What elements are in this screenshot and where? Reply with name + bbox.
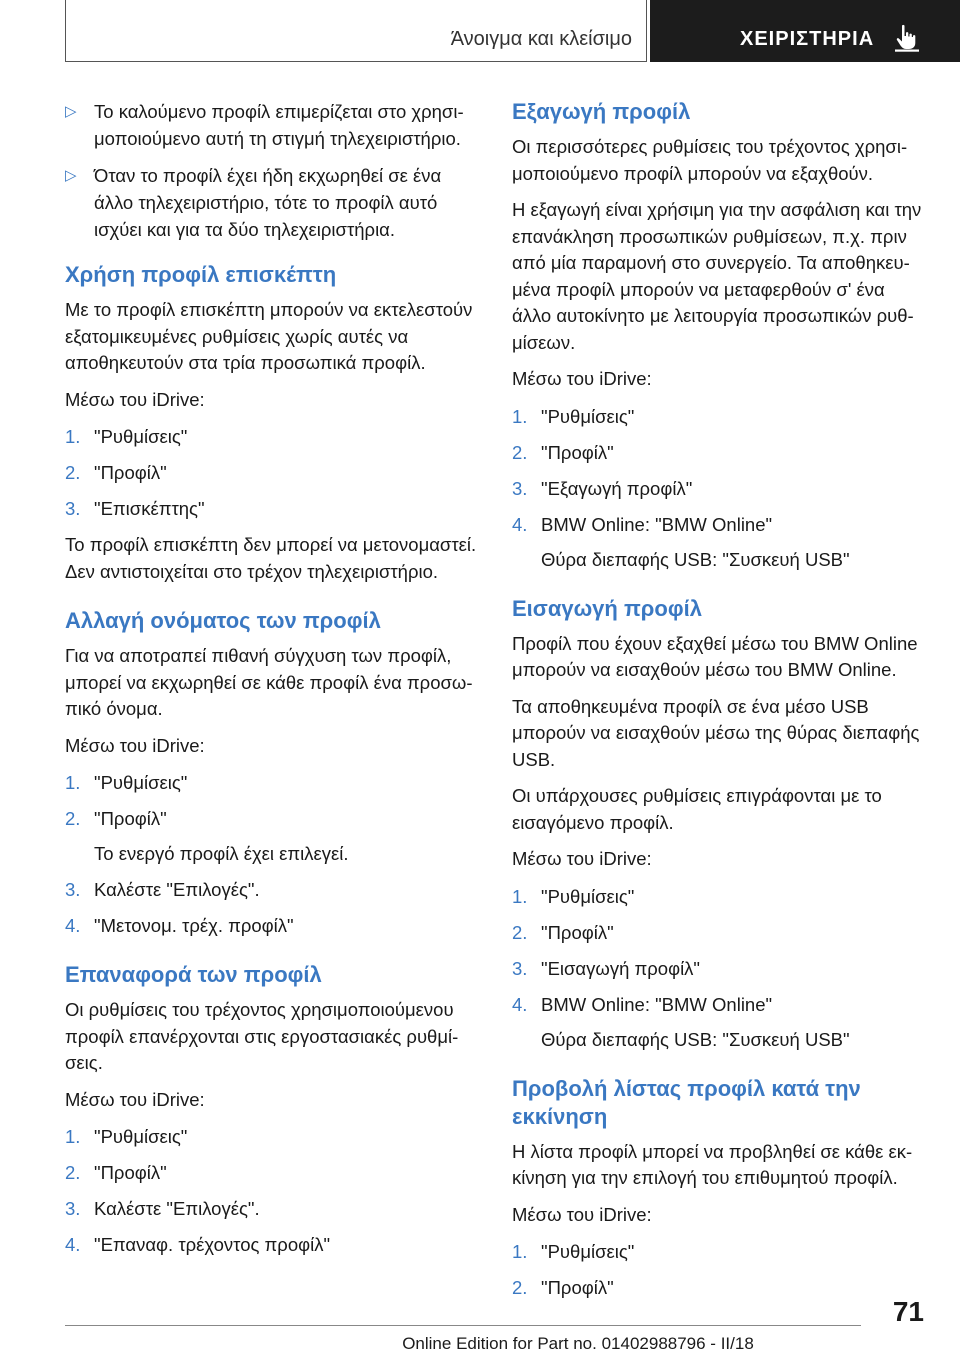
via-idrive-label: Μέσω του iDrive: [65, 388, 205, 410]
edition-text: Online Edition for Part no. 01402988796 - II/18 [402, 1334, 754, 1353]
step-number: 3. [65, 1198, 81, 1219]
steps-list [65, 423, 477, 522]
step-text: Καλέστε "Επιλογές". [94, 879, 260, 900]
step-text: "Επαναφ. τρέχοντος προφίλ" [94, 1234, 331, 1255]
right-column [512, 98, 924, 1323]
step-number: 2. [65, 1162, 81, 1183]
rename-profile-section [65, 607, 477, 939]
step-number: 1. [512, 1241, 528, 1262]
step-text: "Προφίλ" [94, 1162, 167, 1183]
list-item [65, 162, 477, 243]
step-note: Θύρα διεπαφής USB: "Συσκευή USB" [541, 1028, 850, 1050]
step-number: 1. [65, 772, 81, 793]
section-heading: Εισαγωγή προφίλ [512, 595, 702, 621]
step-item [512, 919, 924, 946]
section-heading: Εξαγωγή προφίλ [512, 99, 691, 124]
via-idrive-label: Μέσω του iDrive: [65, 1088, 205, 1110]
step-text: "Ρυθμίσεις" [541, 405, 635, 427]
list-item [65, 98, 477, 152]
reset-profile-section [65, 961, 477, 1258]
paragraph: Προφίλ που έχουν εξαχθεί μέσω του BMW Online μπορούν να εισαχθούν μέσω του BMW Online. [512, 632, 918, 680]
step-item [65, 495, 477, 522]
via-idrive-label: Μέσω του iDrive: [512, 368, 652, 389]
intro-bullet-list [65, 98, 477, 243]
steps-list [512, 1238, 924, 1301]
section-heading: Αλλαγή ονόματος των προφίλ [65, 608, 381, 633]
step-number: 2. [512, 441, 528, 463]
footer-divider [65, 1325, 861, 1326]
step-number: 2. [512, 921, 528, 943]
page-number: 71 [892, 1296, 924, 1327]
step-item [65, 459, 477, 486]
paragraph: Για να αποτραπεί πιθανή σύγχυση των προφίλ, μπορεί να εκχωρηθεί σε κάθε προφίλ ένα προσωπικό όνομα. [65, 645, 473, 719]
page-header [0, 0, 960, 66]
paragraph: Με το προφίλ επισκέπτη μπορούν να εκτελεστούν εξατομικευμένες ρυθμίσεις χωρίς αυτές να αποθηκευτούν στα τρία προσωπικά προφίλ. [65, 299, 473, 373]
step-text: BMW Online: "BMW Online" [541, 993, 773, 1015]
step-item [512, 991, 924, 1053]
step-item [512, 1274, 924, 1301]
step-number: 2. [512, 1277, 528, 1298]
triangle-bullet-icon: ▷ [65, 167, 77, 184]
steps-list [512, 403, 924, 573]
section-heading: Χρήση προφίλ επισκέπτη [65, 262, 337, 287]
step-text: "Ρυθμίσεις" [94, 426, 188, 447]
step-number: 1. [65, 1126, 81, 1147]
step-text: Καλέστε "Επιλογές". [94, 1198, 260, 1219]
step-item [65, 769, 477, 796]
step-text: "Προφίλ" [541, 1277, 614, 1298]
step-number: 3. [512, 957, 528, 979]
hand-pointer-icon [894, 24, 920, 52]
step-number: 3. [65, 498, 81, 519]
step-text: "Προφίλ" [541, 921, 614, 943]
chapter-tab [650, 0, 960, 62]
step-number: 4. [65, 915, 81, 936]
step-note: Το ενεργό προφίλ έχει επιλεγεί. [94, 843, 349, 864]
step-item [512, 955, 924, 982]
step-text: "Ρυθμίσεις" [94, 772, 188, 793]
steps-list [512, 883, 924, 1053]
startup-profile-list-section [512, 1075, 924, 1302]
step-number: 3. [512, 477, 528, 499]
step-number: 2. [65, 808, 81, 829]
step-text: "Ρυθμίσεις" [541, 1241, 635, 1262]
paragraph: Η λίστα προφίλ μπορεί να προβληθεί σε κάθε εκκίνηση για την επιλογή του επιθυμητού προφίλ. [512, 1140, 913, 1188]
step-number: 2. [65, 462, 81, 483]
step-number: 3. [65, 879, 81, 900]
triangle-bullet-icon: ▷ [65, 103, 77, 120]
footer-edition [0, 1334, 960, 1354]
step-item [65, 1195, 477, 1222]
via-idrive-label: Μέσω του iDrive: [512, 848, 652, 869]
step-item [65, 1123, 477, 1150]
step-item [65, 423, 477, 450]
step-number: 4. [512, 513, 528, 535]
paragraph: Τα αποθηκευμένα προφίλ σε ένα μέσο USB μπορούν να εισαχθούν μέσω της θύρας διεπαφής USB. [512, 695, 920, 770]
section-heading: Προβολή λίστας προφίλ κατά την εκκίνηση [512, 1075, 861, 1129]
step-item [65, 912, 477, 939]
step-item [512, 475, 924, 502]
bullet-text: Όταν το προφίλ έχει ήδη εκχωρηθεί σε ένα άλλο τηλεχειριστήριο, τότε το προφίλ αυτό ισχύει και για τα δύο τηλεχειριστήρια. [94, 165, 442, 240]
via-idrive-label: Μέσω του iDrive: [512, 1203, 652, 1225]
step-item [65, 805, 477, 867]
chapter-label: ΧΕΙΡΙΣΤΗΡΙΑ [740, 28, 875, 50]
step-text: "Ρυθμίσεις" [94, 1126, 188, 1147]
step-item [512, 403, 924, 430]
left-column [65, 98, 477, 1280]
step-number: 4. [65, 1234, 81, 1255]
step-number: 1. [512, 885, 528, 907]
step-item [512, 883, 924, 910]
steps-list [65, 1123, 477, 1258]
step-note: Θύρα διεπαφής USB: "Συσκευή USB" [541, 548, 850, 570]
step-text: "Προφίλ" [541, 441, 614, 463]
step-item [512, 439, 924, 466]
paragraph: Οι ρυθμίσεις του τρέχοντος χρησιμοποιούμενου προφίλ επανέρχονται στις εργοστασιακές ρυθμίσεις. [65, 999, 459, 1073]
step-text: "Επισκέπτης" [94, 498, 205, 519]
paragraph: Η εξαγωγή είναι χρήσιμη για την ασφάλιση και την επανάκληση προσωπικών ρυθμίσεων, π.χ. πριν από μία παραμονή στο συνεργείο. Τα αποθηκευμένα προφίλ μπορούν να μεταφερθούν σ' ένα άλλο αυτοκίνητο με λειτουργία προσωπικών ρυθμίσεων. [512, 199, 922, 353]
step-item [512, 1238, 924, 1265]
paragraph: Το προφίλ επισκέπτη δεν μπορεί να μετονομαστεί. Δεν αντιστοιχείται στο τρέχον τηλεχειριστήριο. [65, 534, 477, 582]
steps-list [65, 769, 477, 939]
step-text: "Εισαγωγή προφίλ" [541, 957, 701, 979]
step-number: 1. [512, 405, 528, 427]
section-title: Άνοιγμα και κλείσιμο [450, 28, 632, 50]
step-item [65, 876, 477, 903]
step-item [512, 511, 924, 573]
bullet-text: Το καλούμενο προφίλ επιμερίζεται στο χρησιμοποιούμενο αυτή τη στιγμή τηλεχειριστήριο. [94, 101, 464, 149]
guest-profile-section [65, 261, 477, 585]
step-text: BMW Online: "BMW Online" [541, 513, 773, 535]
step-text: "Εξαγωγή προφίλ" [541, 477, 693, 499]
step-number: 4. [512, 993, 528, 1015]
step-number: 1. [65, 426, 81, 447]
section-heading: Επαναφορά των προφίλ [65, 962, 322, 987]
paragraph: Οι περισσότερες ρυθμίσεις του τρέχοντος χρησιμοποιούμενο προφίλ μπορούν να εξαχθούν. [512, 136, 908, 184]
step-text: "Μετονομ. τρέχ. προφίλ" [94, 915, 294, 936]
step-text: "Ρυθμίσεις" [541, 885, 635, 907]
step-item [65, 1159, 477, 1186]
section-header-box [65, 0, 647, 62]
export-profile-section [512, 98, 924, 573]
via-idrive-label: Μέσω του iDrive: [65, 734, 205, 756]
paragraph: Οι υπάρχουσες ρυθμίσεις επιγράφονται με το εισαγόμενο προφίλ. [512, 785, 882, 833]
import-profile-section [512, 595, 924, 1053]
step-item [65, 1231, 477, 1258]
step-text: "Προφίλ" [94, 808, 167, 829]
step-text: "Προφίλ" [94, 462, 167, 483]
